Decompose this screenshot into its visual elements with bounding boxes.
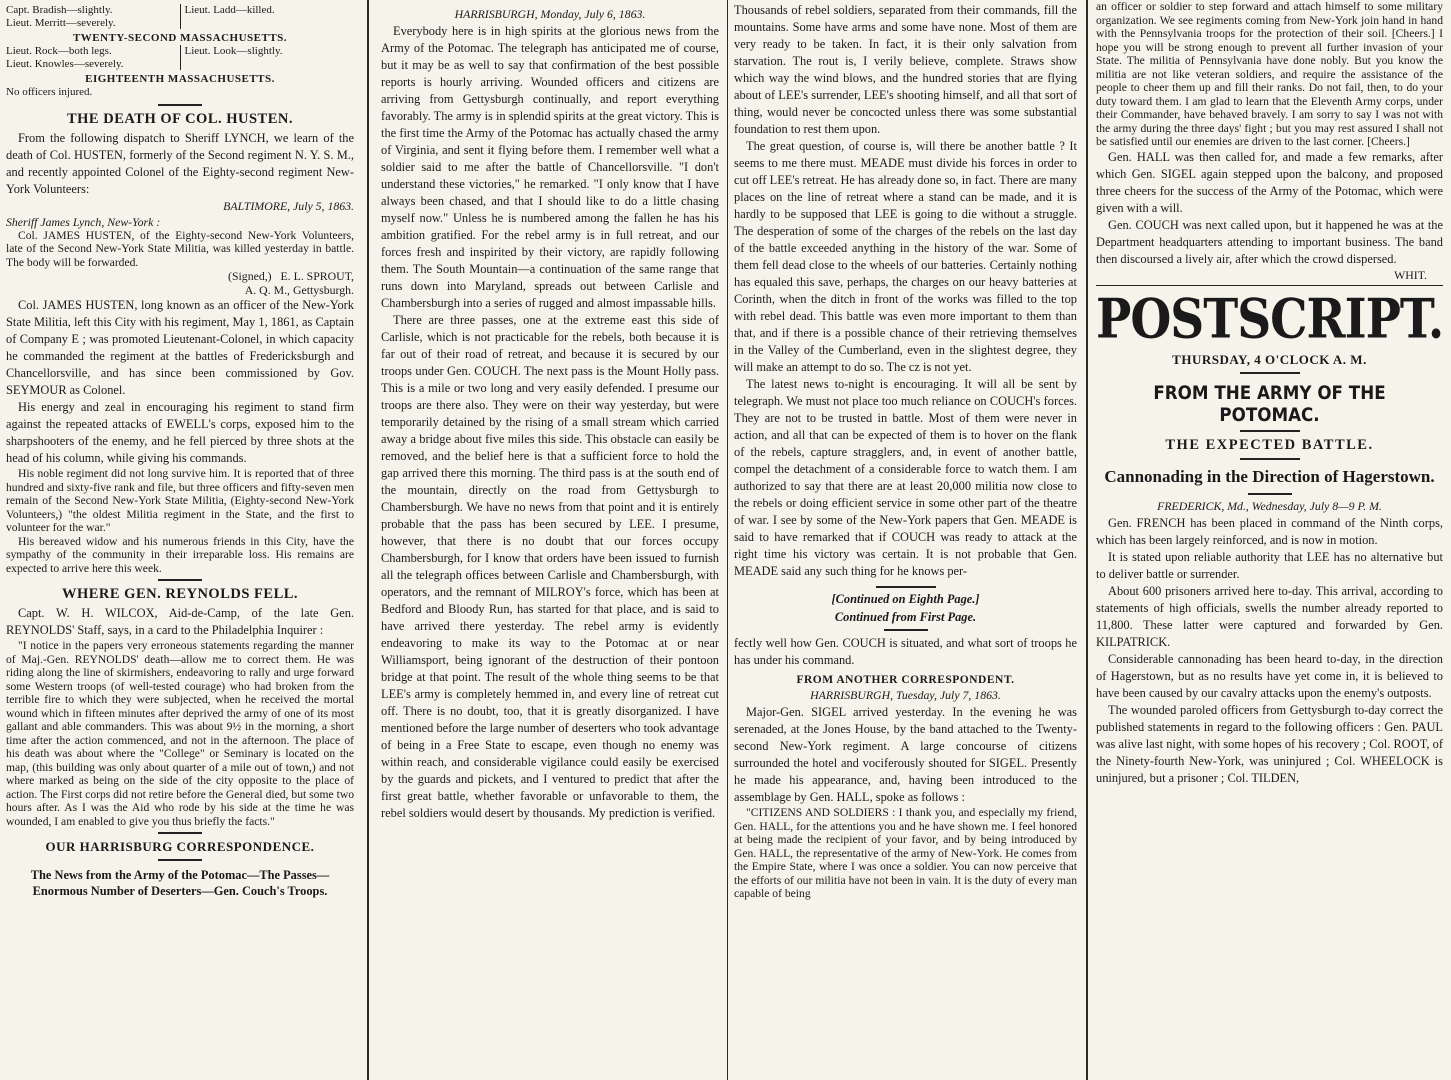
- signed-label: (Signed,): [228, 269, 272, 283]
- speech-paragraph: an officer or soldier to step forward and attach himself to some military organization. We see regiments coming from New-York join hand in hand with the Pennsylvania troops for the protection of their soil. [Cheers.] I hope you will be strong enough to prevent all further invasion of your State. The militia of Pennsylvania have done nobly. But you know the militia are not like veteran soldiers, and require the assistance of the people to cheer them up and fill their ranks. Do not fail, then, to do your duty toward them. I am glad to learn that the Eleventh Army corps, under their Commander, have behaved bravely. I am sorry to say I was not with the army during the three days' fight ; but you may rest assured I shall not be satisfied until our enemies are driven to the last corner. [Cheers.]: [1096, 0, 1443, 148]
- paragraph: About 600 prisoners arrived here to-day. This arrival, according to statements of high officials, swells the number already reported to 11,800. These latter were captured and forwarded by Gen. KILPATRICK.: [1096, 583, 1443, 649]
- regiment-title: EIGHTEENTH MASSACHUSETTS.: [85, 73, 275, 85]
- casualty-list-mid: [6, 45, 354, 70]
- paragraph: Considerable cannonading has been heard to-day, in the direction of Hagerstown, but as no results have yet come in, it is believed to have been caused by our cavalry attacks upon the enemy's outposts.: [1096, 651, 1443, 700]
- continued-note: Continued from First Page.: [834, 610, 977, 624]
- casualty-entry: Lieut. Ladd—killed.: [184, 4, 275, 16]
- paragraph: Everybody here is in high spirits at the glorious news from the Army of the Potomac. The telegraph has anticipated me of course, but it may be as well to say that confirmation of the best possible reports is hourly arriving. Wounded officers and citizens are arriving from Gettysburgh continually, and report everything favorably. The army is in splendid spirits at the great victory. This is the first time the Army of the Potomac has actually chased the army of Virginia, and sent it flying before them. I remember well what a soldier said to me after the battle of Chancellorsville. "I don't understand these victories," he remarked. "I only know that I have always been chased, and that I should like to do a little chasing myself now." Unless he is numbered among the fallen he has his ambition gratified. For the rebel army is in full retreat, and our forces fresh and inspirited by their victory, are rapidly following them. The South Mountain—a continuation of the same range that runs down into Maryland, spreads out between Carlisle and Chambersburgh into a series of rugged and almost impassable hills.: [381, 24, 719, 310]
- dispatch-text: Col. JAMES HUSTEN, of the Eighty-second New-York Volunteers, late of the Second New-York State Militia, was killed yesterday in battle. The body will be forwarded.: [6, 228, 354, 269]
- paragraph: Gen. HALL was then called for, and made a few remarks, after which Gen. SIGEL again stepped upon the balcony, and proposed three cheers for the success of the Army of the Potomac, which were given with a will.: [1096, 149, 1443, 215]
- casualty-entry: Capt. Bradish—slightly.: [6, 4, 113, 16]
- battle-heading: THE EXPECTED BATTLE.: [1165, 436, 1374, 453]
- subheading: The News from the Army of the Potomac—The Passes—Enormous Number of Deserters—Gen. Couch's Troops.: [30, 868, 330, 898]
- signer-title: A. Q. M., Gettysburgh.: [244, 283, 354, 297]
- paragraph: The latest news to-night is encouraging. It will all be sent by telegraph. We must not place too much reliance on COUCH's forces. They are not to be trusted in battle. Most of them were never in action, and all that can be expected of them is to hover on the flank of the rebels, capture stragglers, and, in event of another battle, compel the detachment of a considerable force to watch them. I am authorized to say that there are at least 20,000 militia now close to the rebels or doing efficient service in some other part of the theatre of war. I see by some of the New-York papers that Gen. MEADE is said to have remarked that if COUCH was ready to attack at the right time his victory was certain. It is not probable that Gen. MEADE said any such thing for he knows per-: [734, 377, 1077, 578]
- column-rule: [367, 0, 369, 1080]
- postscript-time: THURSDAY, 4 O'CLOCK A. M.: [1172, 351, 1367, 367]
- divider: [1240, 458, 1300, 460]
- article-title-husten: THE DEATH OF COL. HUSTEN.: [66, 110, 293, 127]
- divider: [884, 629, 928, 631]
- paragraph: His energy and zeal in encouraging his regiment to stand firm against the repeated attacks of EWELL's corps, exposed him to the sharpshooters of the enemy, and he fell pierced by three shots at the head of his column, while giving his commands.: [6, 400, 354, 465]
- dateline: BALTIMORE, July 5, 1863.: [223, 198, 354, 213]
- paragraph: It is stated upon reliable authority that LEE has no alternative but to deliver battle or surrender.: [1096, 549, 1443, 581]
- speech-paragraph: "CITIZENS AND SOLDIERS : I thank you, and especially my friend, Gen. HALL, for the attentions you and he have shown me. I feel honored at being made the recipient of your favor, and by being introduced by Gen. HALL, the representative of the army of New-York. He comes from the Empire State, where I was once a soldier. You can now perceive that the efforts of our militia have not been in vain. It is the duty of every man capable of being: [734, 806, 1077, 900]
- casualty-entry: Lieut. Merritt—severely.: [6, 16, 116, 29]
- divider: [158, 579, 202, 581]
- article-title-reynolds: WHERE GEN. REYNOLDS FELL.: [61, 586, 299, 602]
- paragraph: Thousands of rebel soldiers, separated from their commands, fill the mountains. Some have arms and some have none. Most of them are very ready to be taken. In fact, it is their only salvation from starvation. The rout is, I verily believe, complete. Straws show which way the wind blows, and the hundred stories that are flying about of LEE's surrender, LEE's shooting himself, and all that sort of thing, would never be concocted unless there was some substantial foundation to rest them upon.: [734, 3, 1077, 136]
- dateline: FREDERICK, Md., Wednesday, July 8—9 P. M.: [1157, 498, 1382, 513]
- divider: [158, 832, 202, 834]
- dateline: HARRISBURGH, Tuesday, July 7, 1863.: [810, 688, 1001, 702]
- paragraph: fectly well how Gen. COUCH is situated, and what sort of troops he has under his command.: [734, 636, 1077, 667]
- correspondent-signature: WHIT.: [1394, 267, 1427, 282]
- column-3: [728, 0, 1085, 1080]
- casualty-note: No officers injured.: [6, 86, 93, 98]
- paragraph: From the following dispatch to Sheriff LYNCH, we learn of the death of Col. HUSTEN, formerly of the Second regiment N. Y. S. M., and recently appointed Colonel of the Eighty-second regiment New-York Volunteers:: [6, 130, 354, 196]
- divider: [876, 586, 936, 588]
- divider: [1096, 285, 1443, 286]
- paragraph: The great question, of course is, will there be another battle ? It seems to me there must. MEADE must divide his forces in order to cut off LEE's retreat. He has already done so, in fact. There are many places on the line of retreat where a stand can be made, and it is hardly to be supposed that LEE is going to die without a struggle. The desperation of some of the charges of the rebels on the last day of the battle exceeded anything in the history of the war. Some of them fell dead close to the wheels of our batteries. Certainly nothing has equaled this save, perhaps, the charges on our heavy batteries at Corinth, when the ditch in front of the works was filled to the top with rebel dead. This battle was even more important to them than that, and if there is a possible chance of their retrieving themselves in the Valley of the Cumberland, even in the slightest degree, they will make an attempt to do so. The cz is not yet.: [734, 139, 1077, 374]
- paragraph: Col. JAMES HUSTEN, long known as an officer of the New-York State Militia, left this City with his regiment, May 1, 1861, as Captain of Company E ; was promoted Lieutenant-Colonel, in which capacity he commanded the regiment at the battles of Fredericksburgh and Chancellorsville, and has since been commissioned by Gov. SEYMOUR as Colonel.: [6, 298, 354, 397]
- casualty-entry: Lieut. Rock—both legs.: [6, 45, 112, 57]
- divider: [1248, 493, 1292, 495]
- column-2: [373, 0, 727, 1080]
- paragraph: Capt. W. H. WILCOX, Aid-de-Camp, of the late Gen. REYNOLDS' Staff, says, in a card to the Philadelphia Inquirer :: [6, 606, 354, 637]
- divider: [1240, 430, 1300, 432]
- column-4: [1090, 0, 1451, 1080]
- casualty-entry: Lieut. Look—slightly.: [184, 45, 283, 57]
- paragraph: Major-Gen. SIGEL arrived yesterday. In the evening he was serenaded, at the Jones House, by the band attached to the Twenty-second New-York regiment. A large concourse of citizens surrounded the hotel and vociferously shouted for SIGEL. Presently he made his appearance, and, having been introduced to the assemblage by Gen. HALL, spoke as follows :: [734, 705, 1077, 804]
- dateline: HARRISBURGH, Monday, July 6, 1863.: [454, 7, 646, 21]
- regiment-title: TWENTY-SECOND MASSACHUSETTS.: [72, 32, 288, 44]
- army-heading: FROM THE ARMY OF THE POTOMAC.: [1153, 381, 1386, 426]
- column-1: [0, 0, 362, 1080]
- continued-note: [Continued on Eighth Page.]: [831, 592, 980, 606]
- paragraph: There are three passes, one at the extreme east this side of Carlisle, which is not practicable for the rebels, both because it is far out of their road of retreat, and because it is secured by our troops under Gen. COUCH. The next pass is the Mount Holly pass. This is a mile or two long and very easily defended. I presume our troops are there also. They were on their way yesterday, but were temporarily detained by the rising of a small stream which carried away a bridge about five miles this side. This obstacle can easily be removed, and the belief here is that a sufficient force to hold the gap arrived there this morning. The third pass is at the south end of the mountain, directly on the road from Gettysburgh to Chambersburgh. We have no news from that point and it is entirely probable that the pass has been secured by LEE. I presume, however, that there is no doubt that our forces occupy Chambersburgh, for I know that orders have been issued to furnish all the telegraph offices between Carlisle and Chambersburgh, with operators, and the remnant of MILROY's force, which has been at Bedford and Bloody Run, has started for that place, and is said to have arrived there yesterday. The rebel army is evidently endeavoring to make its way to the Potomac at or near Williamsport, being ignorant of the destruction of their pontoon bridge at that point. The result of the whole thing seems to be that LEE's army is completely hemmed in, and every line of retreat cut off. There is no doubt, too, that it is greatly disorganized. I have mentioned before the large number of deserters who took advantage of being in a Free State to escape, even though no enemy was within reach, and considerable vigilance could easily be exercised by the guards and pickets, and I ventured to predict that after the first great battle, whether favorable or unfavorable to them, the rebel soldiers would desert by thousands. My prediction is verified.: [381, 313, 719, 820]
- paragraph: Gen. COUCH was next called upon, but it happened he was at the Department headquarters attending to important business. The band then discoursed a lively air, after which the crowd dispersed.: [1096, 217, 1443, 266]
- postscript-heading: POSTSCRIPT.: [1096, 287, 1444, 351]
- paragraph: The wounded paroled officers from Gettysburgh to-day correct the published statements in regard to the following officers : Gen. PAUL was alive last night, with some hopes of his recovery ; Col. ROOT, of the Ninety-fourth New-York, was uninjured ; Col. WHEELOCK is uninjured, but a prisoner ; Col. TILDEN,: [1096, 702, 1443, 785]
- paragraph: Gen. FRENCH has been placed in command of the Ninth corps, which has been largely reinforced, and is now in motion.: [1096, 515, 1443, 547]
- divider: [158, 104, 202, 106]
- address-line: Sheriff James Lynch, New-York :: [6, 214, 161, 229]
- divider: [1240, 372, 1300, 374]
- casualty-list-top: [6, 4, 354, 29]
- paragraph: His bereaved widow and his numerous friends in this City, have the sympathy of the community in their irreparable loss. His remains are expected to arrive here this week.: [6, 534, 354, 575]
- section-title: FROM ANOTHER CORRESPONDENT.: [796, 674, 1015, 686]
- quote-paragraph: "I notice in the papers very erroneous statements regarding the manner of Maj.-Gen. REYNOLDS' death—allow me to correct them. He was riding along the line of skirmishers, endeavoring to rally and urge forward some Western troops (of well-tested courage) who had broken from the terrible fire to which they were subjected, when he received the mortal wound which in fifteen minutes after deprived the army of one of its most gallant and able commanders. This was about 9½ in the morning, a short time after the action commenced, and not in the afternoon. The place of his death was about where the "College" or Seminary is located on the map, (this building was only about quarter of a mile out of town,) and not where marked as being on the side of the city opposite to the place of action. The First corps did not retire before the General died, but some two hours after. As I was the Aid who rode by his side at the time he was wounded, I am enabled to give you thus briefly the facts.": [6, 639, 354, 828]
- divider: [158, 859, 202, 861]
- casualty-entry: Lieut. Knowles—severely.: [6, 57, 124, 70]
- paragraph: His noble regiment did not long survive him. It is reported that of three hundred and sixty-five rank and file, but three officers and fifty-seven men remain of the Second New-York State Militia, (Eighty-second New-York Volunteers,) "the oldest Militia regiment in the State, and the first to volunteer for the war.": [6, 467, 354, 534]
- signature-name: [6, 269, 354, 283]
- cannonading-heading: Cannonading in the Direction of Hagerstown.: [1104, 466, 1435, 486]
- article-title-correspondence: OUR HARRISBURG CORRESPONDENCE.: [45, 839, 315, 854]
- signer-name: E. L. SPROUT,: [280, 269, 354, 283]
- column-rule: [1086, 0, 1088, 1080]
